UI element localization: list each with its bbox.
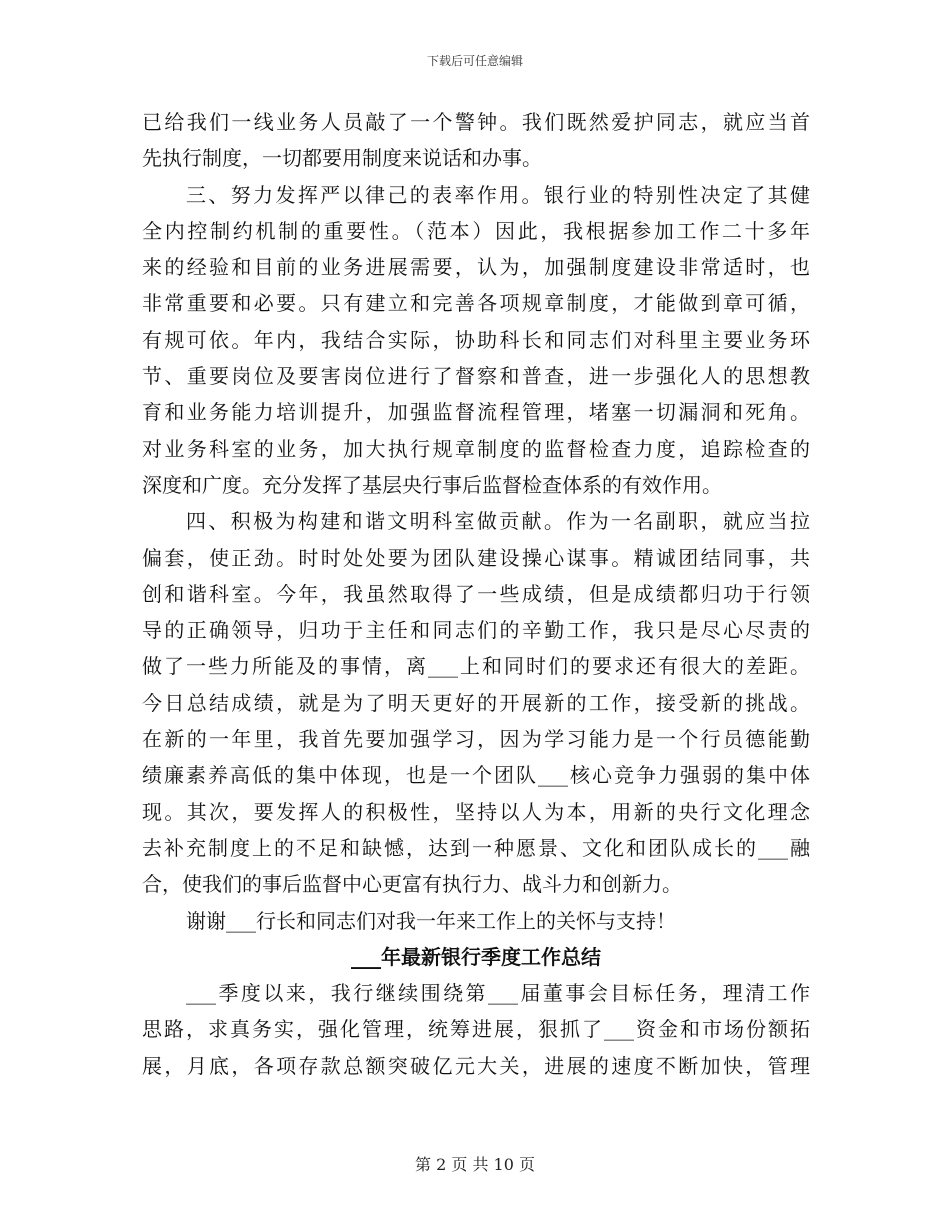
text-line: 思路，求真务实，强化管理，统筹进展，狠抓了___资金和市场份额拓 <box>142 1017 810 1042</box>
page-header-note: 下载后可任意编辑 <box>426 54 523 68</box>
text-line: 非常重要和必要。只有建立和完善各项规章制度，才能做到章可循， <box>142 291 810 316</box>
text-line: 创和谐科室。今年，我虽然取得了一些成绩，但是成绩都归功于行领 <box>142 581 810 606</box>
text-line: ___季度以来，我行继续围绕第___届董事会目标任务，理清工作 <box>186 981 810 1006</box>
text-line: 偏套，使正劲。时时处处要为团队建设操心谋事。精诚团结同事，共 <box>142 545 810 570</box>
text-line: 导的正确领导，归功于主任和同志们的辛勤工作，我只是尽心尽责的 <box>142 618 810 643</box>
page-number: 第 2 页 共 10 页 <box>415 1155 535 1174</box>
text-line: 今日总结成绩，就是为了明天更好的开展新的工作，接受新的挑战。 <box>142 690 810 715</box>
text-line: 谢谢___行长和同志们对我一年来工作上的关怀与支持！ <box>186 908 676 933</box>
text-line: 育和业务能力培训提升，加强监督流程管理，堵塞一切漏洞和死角。 <box>142 400 810 425</box>
text-line: 在新的一年里，我首先要加强学习，因为学习能力是一个行员德能勤 <box>142 727 810 752</box>
text-line: 先执行制度，一切都要用制度来说话和办事。 <box>142 146 542 171</box>
text-line: 已给我们一线业务人员敲了一个警钟。我们既然爱护同志，就应当首 <box>142 110 810 134</box>
text-line: 来的经验和目前的业务进展需要，认为，加强制度建设非常适时，也 <box>142 255 810 280</box>
text-line: 对业务科室的业务，加大执行规章制度的监督检查力度，追踪检查的 <box>142 436 810 461</box>
text-line: 四、积极为构建和谐文明科室做贡献。作为一名副职，就应当拉 <box>186 509 810 534</box>
text-line: 现。其次，要发挥人的积极性，坚持以人为本，用新的央行文化理念 <box>142 799 810 824</box>
text-line: 绩廉素养高低的集中体现，也是一个团队___核心竞争力强弱的集中体 <box>142 763 810 788</box>
text-line: 做了一些力所能及的事情，离___上和同时们的要求还有很大的差距。 <box>142 654 810 679</box>
text-line: 合，使我们的事后监督中心更富有执行力、战斗力和创新力。 <box>142 872 682 897</box>
text-line: 去补充制度上的不足和缺憾，达到一种愿景、文化和团队成长的___融 <box>142 835 810 860</box>
text-line: 三、努力发挥严以律己的表率作用。银行业的特别性决定了其健 <box>186 182 810 207</box>
text-line: 节、重要岗位及要害岗位进行了督察和普查，进一步强化人的思想教 <box>142 364 810 389</box>
text-line: 有规可依。年内，我结合实际，协助科长和同志们对科里主要业务环 <box>142 327 810 352</box>
text-line: 全内控制约机制的重要性。（范本）因此，我根据参加工作二十多年 <box>142 218 810 243</box>
text-line: 展，月底，各项存款总额突破亿元大关，进展的速度不断加快，管理 <box>142 1053 810 1078</box>
document-body <box>142 104 810 1084</box>
text-line: 深度和广度。充分发挥了基层央行事后监督检查体系的有效作用。 <box>142 472 722 497</box>
section-title: ___年最新银行季度工作总结 <box>351 944 601 969</box>
